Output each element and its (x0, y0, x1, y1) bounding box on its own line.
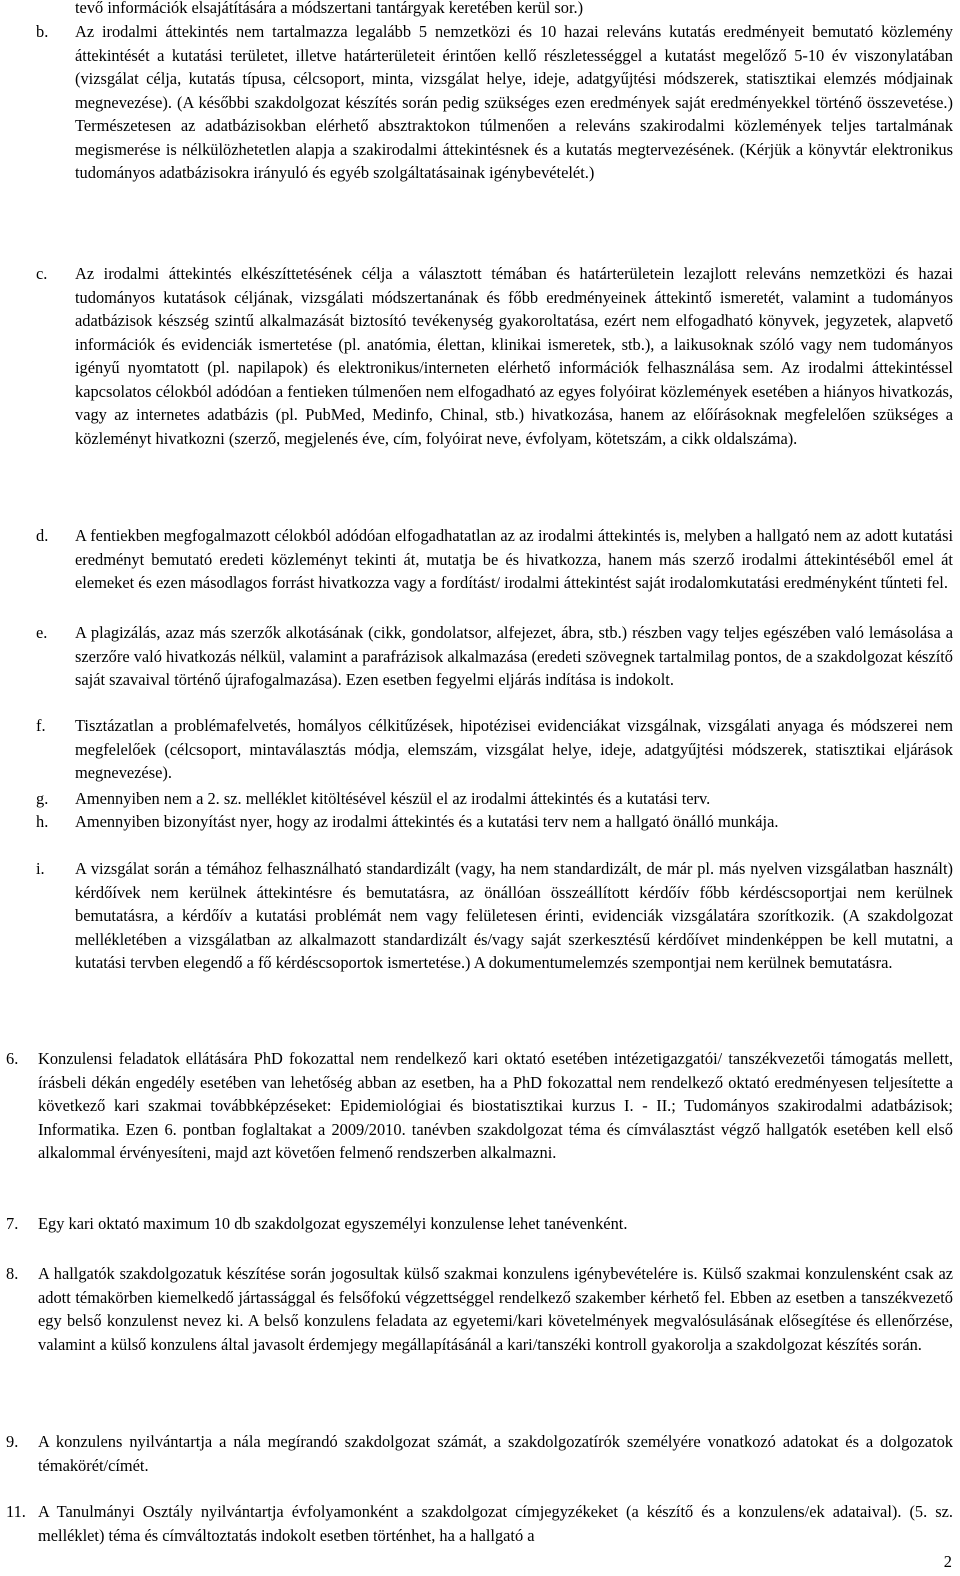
list-text: Amennyiben bizonyítást nyer, hogy az irodalmi áttekintés és a kutatási terv nem a hallgató önálló munkája. (75, 812, 779, 831)
list-marker: i. (36, 859, 45, 878)
item-number: 9. (6, 1432, 19, 1451)
list-marker: e. (36, 623, 48, 642)
list-marker: c. (36, 264, 48, 283)
list-item-f (36, 714, 953, 785)
list-item-g (36, 787, 953, 811)
item-number: 7. (6, 1214, 19, 1233)
list-item-h (36, 810, 953, 834)
numbered-item-6 (6, 1047, 953, 1165)
list-marker: f. (36, 716, 46, 735)
list-item-b (36, 20, 953, 185)
item-text: A hallgatók szakdolgozatuk készítése során jogosultak külső szakmai konzulens igénybevételére is. Külső szakmai konzulensként csak az adott témakörben kiemelkedő jártassággal és felsőfokú végzettséggel rendelkező szakember kérhető fel. Ebben az esetben a tanszékvezető egy belső konzulenst nevez ki. A belső konzulens feladata az egyetemi/kari követelmények megvalósulásának elősegítése és ellenőrzése, valamint a külső konzulens által javasolt érdemjegy megállapításánál a kari/tanszéki kontroll gyakorolja a szakdolgozat készítés során. (38, 1264, 953, 1354)
numbered-item-11 (6, 1500, 953, 1547)
list-marker: h. (36, 812, 49, 831)
item-text: Egy kari oktató maximum 10 db szakdolgozat egyszemélyi konzulense lehet tanévenként. (38, 1214, 628, 1233)
list-item-e (36, 621, 953, 692)
item-number: 6. (6, 1049, 19, 1068)
item-text: A Tanulmányi Osztály nyilvántartja évfolyamonként a szakdolgozat címjegyzékeket (a készítő és a konzulens/ek adataival). (5. sz. melléklet) téma és címváltoztatás indokolt esetben történhet, ha a hallgató a (38, 1502, 953, 1545)
list-item-i (36, 857, 953, 975)
list-text: Az irodalmi áttekintés nem tartalmazza legalább 5 nemzetközi és 10 hazai releváns kutatás eredményeit bemutató közlemény áttekintését a kutatási területet, illetve határterületeit érintően kellő részletességgel a kutatást megelőző 5-10 év viszonylatában (vizsgálat célja, kutatás típusa, célcsoport, minta, vizsgálat helye, ideje, adatgyűjtési módszerek, statisztikai elemzés módjainak megnevezése). (A későbbi szakdolgozat készítés során pedig szükséges ezen eredmények saját eredményekkel történő összevetése.) Természetesen az adatbázisokban elérhető absztraktokon túlmenően a releváns szakirodalmi közlemények teljes tartalmának megismerése is nélkülözhetetlen alapja a szakirodalmi áttekintésnek és a kutatás megtervezésének. (Kérjük a könyvtár elektronikus tudományos adatbázisokra irányuló és egyéb szolgáltatásainak igénybevételét.) (75, 22, 953, 182)
list-text: A vizsgálat során a témához felhasználható standardizált (vagy, ha nem standardizált, de már pl. más nyelven vizsgálatban használt) kérdőívek nem kerülnek áttekintésre és bemutatásra, az önállóan összeállított kérdőív főbb kérdéscsoportjai nem kerülnek bemutatásra, a kérdőív a kutatási problémát nem vagy felületesen érinti, evidenciák vizsgálatára szorítkozik. (A szakdolgozat mellékletében a vizsgálatban az alkalmazott standardizált és/vagy saját szerkesztésű kérdőívet mindenképpen be kell mutatni, a kutatási tervben elegendő a fő kérdéscsoportok ismertetése.) A dokumentumelemzés szempontjai nem kerülnek bemutatásra. (75, 859, 953, 972)
item-number: 11. (6, 1502, 26, 1521)
item-text: Konzulensi feladatok ellátására PhD fokozattal nem rendelkező kari oktató esetében intézetigazgatói/ tanszékvezetői támogatás mellett, írásbeli dékán engedély esetében van lehetőség abban az esetben, ha a PhD fokozattal nem rendelkező oktató eredményesen teljesítette a következő kari szakmai továbbképzéseket: Epidemiológiai és biostatisztikai kurzus I. - II.; Tudományos szakirodalmi adatbázisok; Informatika. Ezen 6. pontban foglaltakat a 2009/2010. tanévben szakdolgozat téma és címválasztást végző hallgatók esetében kell első alkalommal érvényesíteni, majd azt követően felmenő rendszerben alkalmazni. (38, 1049, 953, 1162)
list-marker: b. (36, 22, 49, 41)
numbered-item-7 (6, 1212, 953, 1236)
list-text: A plagizálás, azaz más szerzők alkotásának (cikk, gondolatsor, alfejezet, ábra, stb.) részben vagy teljes egészében való lemásolása a szerzőre való hivatkozás nélkül, valamint a parafrázisok alkalmazása (eredeti szövegnek tartalmilag pontos, de a szakdolgozat készítő saját szavaival történő újrafogalmazása). Ezen esetben fegyelmi eljárás indítása is indokolt. (75, 623, 953, 689)
list-text: Az irodalmi áttekintés elkészíttetésének célja a választott témában és határterületein lezajlott releváns nemzetközi és hazai tudományos kutatások céljának, vizsgálati módszertanának és főbb eredményeinek áttekintő ismeretét, valamint a tudományos adatbázisok készség szintű alkalmazását biztosító tevékenység gyakoroltatása, ezért nem elfogadható könyvek, jegyzetek, alapvető információk és evidenciák ismertetése (pl. anatómia, élettan, klinikai ismeretek, stb.), a laikusoknak szóló vagy nem tudományos igényű nyomtatott (pl. napilapok) és elektronikus/interneten elérhető információk felhasználása sem. Az irodalmi áttekintéssel kapcsolatos célokból adódóan a fentieken túlmenően nem elfogadható az egyes folyóirat közlemények esetében a hiányos hivatkozás, vagy az internetes adatbázis (pl. PubMed, Medinfo, Chinal, stb.) hivatkozása, hanem az előírásoknak megfelelően szükséges a közleményt hivatkozni (szerző, megjelenés éve, cím, folyóirat neve, évfolyam, kötetszám, a cikk oldalszáma). (75, 264, 953, 448)
item-number: 8. (6, 1264, 19, 1283)
list-text: Tisztázatlan a problémafelvetés, homályos célkitűzések, hipotézisei evidenciákat vizsgálnak, vizsgálati anyaga és módszerei nem megfelelőek (célcsoport, mintaválasztás módja, elemszám, vizsgálat helye, ideje, adatgyűjtési módszerek, statisztikai eljárások megnevezése). (75, 716, 953, 782)
list-marker: g. (36, 789, 49, 808)
list-item-d (36, 524, 953, 595)
numbered-item-8 (6, 1262, 953, 1356)
continuation-text: tevő információk elsajátítására a módszertani tantárgyak keretében kerül sor.) (75, 0, 584, 17)
list-text: A fentiekben megfogalmazott célokból adódóan elfogadhatatlan az az irodalmi áttekintés is, melyben a hallgató nem az adott kutatási eredményt bemutató eredeti közleményt tekinti át, mutatja be és hivatkozza, hanem más szerző irodalmi áttekintéséből emel át elemeket és ezen másodlagos forrást hivatkozza vagy a fordítást/ irodalmi áttekintést saját irodalomkutatási eredményként tűnteti fel. (75, 526, 953, 592)
list-text: Amennyiben nem a 2. sz. melléklet kitöltésével készül el az irodalmi áttekintés és a kutatási terv. (75, 789, 711, 808)
item-text: A konzulens nyilvántartja a nála megírandó szakdolgozat számát, a szakdolgozatírók személyére vonatkozó adatokat és a dolgozatok témakörét/címét. (38, 1432, 953, 1475)
page-number: 2 (943, 1552, 952, 1571)
numbered-item-9 (6, 1430, 953, 1477)
list-marker: d. (36, 526, 49, 545)
list-item-c (36, 262, 953, 450)
